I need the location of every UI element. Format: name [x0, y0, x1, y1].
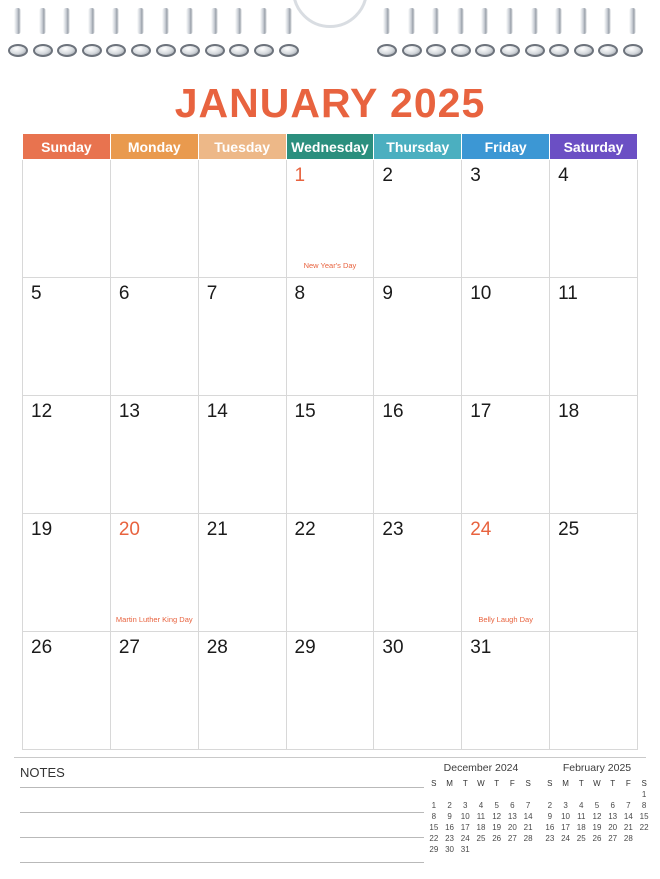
day-cell-23[interactable]	[374, 514, 462, 632]
mini-day-2: 2	[547, 801, 553, 810]
mini-day-20: 20	[507, 823, 517, 832]
mini-day-26: 26	[592, 834, 602, 843]
day-number: 17	[470, 401, 492, 422]
mini-day-24: 24	[561, 834, 570, 843]
mini-day-27: 27	[608, 834, 618, 843]
page-title: JANUARY 2025	[174, 80, 486, 126]
day-number: 14	[206, 401, 228, 422]
day-cell-empty	[550, 632, 638, 750]
mini-weekday-header: S	[431, 779, 437, 788]
day-cell-8[interactable]	[286, 278, 374, 396]
mini-week-row	[542, 833, 652, 844]
mini-month-previous-grid	[426, 778, 536, 855]
mini-weekday-header: W	[593, 779, 601, 788]
binding-coil	[235, 8, 242, 34]
day-cell-18[interactable]	[550, 396, 638, 514]
mini-day-6: 6	[510, 801, 515, 810]
binding-ring	[156, 44, 176, 57]
day-number: 13	[118, 401, 140, 422]
mini-day-11: 11	[476, 812, 486, 821]
mini-week-row	[426, 822, 536, 833]
mini-day-17: 17	[460, 823, 470, 832]
mini-day-empty	[520, 844, 536, 855]
mini-month-next	[542, 762, 652, 844]
note-line[interactable]	[20, 862, 424, 863]
mini-weekday-header: F	[625, 779, 631, 788]
mini-day-empty	[573, 789, 589, 800]
weekday-header-thursday: Thursday	[374, 134, 462, 160]
mini-day-1: 1	[641, 790, 647, 799]
week-row	[23, 160, 638, 278]
day-number: 28	[206, 637, 228, 658]
note-line[interactable]	[20, 837, 424, 838]
binding-ring	[475, 44, 495, 57]
week-row	[23, 514, 638, 632]
day-number: 9	[382, 283, 393, 304]
binding-coil	[285, 8, 292, 34]
day-cell-4[interactable]	[550, 160, 638, 278]
day-cell-31[interactable]	[462, 632, 550, 750]
binding-coil	[629, 8, 636, 34]
mini-day-2: 2	[447, 801, 452, 810]
binding-coil	[481, 8, 488, 34]
day-number: 3	[470, 165, 481, 186]
binding-coil	[211, 8, 218, 34]
day-number: 27	[118, 637, 140, 658]
binding-ring	[106, 44, 126, 57]
day-number: 2	[382, 165, 393, 186]
day-number: 7	[206, 283, 218, 304]
binding-ring	[623, 44, 643, 57]
weekday-header-monday: Monday	[110, 134, 198, 160]
binding-ring	[426, 44, 446, 57]
holiday-label: Martin Luther King Day	[115, 615, 193, 624]
day-cell-30[interactable]	[374, 632, 462, 750]
day-number: 11	[558, 283, 578, 304]
holiday-label: Belly Laugh Day	[478, 615, 533, 624]
mini-week-row	[426, 811, 536, 822]
binding-ring	[500, 44, 520, 57]
mini-day-18: 18	[476, 823, 486, 832]
day-cell-16[interactable]	[374, 396, 462, 514]
day-number: 16	[382, 401, 404, 422]
mini-day-22: 22	[639, 823, 649, 832]
mini-day-empty	[621, 789, 637, 800]
mini-day-empty	[636, 833, 652, 844]
mini-day-30: 30	[445, 845, 454, 854]
mini-weekday-header: S	[547, 779, 553, 788]
binding-coil	[63, 8, 70, 34]
mini-day-29: 29	[429, 845, 439, 854]
mini-day-19: 19	[592, 823, 602, 832]
day-number: 29	[294, 637, 316, 658]
mini-day-3: 3	[563, 801, 568, 810]
binding-coil	[383, 8, 390, 34]
binding-ring	[180, 44, 200, 57]
day-cell-17[interactable]	[462, 396, 550, 514]
mini-day-9: 9	[447, 812, 452, 821]
mini-day-15: 15	[639, 812, 649, 821]
mini-day-21: 21	[623, 823, 633, 832]
binding-coil	[604, 8, 611, 34]
mini-day-22: 22	[429, 834, 439, 843]
day-number: 8	[294, 283, 306, 304]
day-cell-19[interactable]	[23, 514, 111, 632]
mini-day-20: 20	[608, 823, 618, 832]
day-number: 25	[558, 519, 580, 540]
mini-day-7: 7	[626, 801, 631, 810]
binding-ring	[57, 44, 77, 57]
binding-coil	[531, 8, 538, 34]
mini-day-empty	[426, 789, 442, 800]
mini-day-5: 5	[594, 801, 600, 810]
day-cell-empty	[23, 160, 111, 278]
weekday-header-saturday: Saturday	[550, 134, 638, 160]
day-cell-9[interactable]	[374, 278, 462, 396]
mini-week-row	[542, 822, 652, 833]
mini-week-row	[426, 800, 536, 811]
mini-day-3: 3	[463, 801, 468, 810]
binding-ring	[598, 44, 618, 57]
day-cell-24[interactable]	[462, 514, 550, 632]
spiral-binding	[0, 0, 660, 72]
day-cell-28[interactable]	[198, 632, 286, 750]
mini-week-row	[426, 789, 536, 800]
holiday-label: New Year's Day	[303, 261, 357, 270]
binding-ring	[377, 44, 397, 57]
binding-coil	[137, 8, 144, 34]
day-number: 12	[31, 401, 53, 422]
mini-day-6: 6	[610, 801, 615, 810]
binding-coil	[186, 8, 193, 34]
day-cell-empty	[110, 160, 198, 278]
mini-weekday-header: T	[610, 779, 616, 788]
weekday-header-friday: Friday	[462, 134, 550, 160]
mini-day-14: 14	[523, 812, 533, 821]
mini-weekday-header: T	[462, 779, 468, 788]
weekday-header-wednesday: Wednesday	[286, 134, 374, 160]
mini-weekday-header: S	[525, 779, 531, 788]
day-number: 22	[294, 519, 316, 540]
mini-day-4: 4	[478, 801, 484, 810]
binding-ring	[131, 44, 151, 57]
notes-divider	[14, 757, 646, 758]
note-line[interactable]	[20, 812, 424, 813]
day-cell-2[interactable]	[374, 160, 462, 278]
day-number: 30	[382, 637, 404, 658]
day-number: 6	[118, 283, 130, 304]
binding-ring	[402, 44, 422, 57]
binding-ring	[82, 44, 102, 57]
mini-day-13: 13	[507, 812, 517, 821]
mini-month-previous-title: December 2024	[443, 762, 519, 774]
day-number: 18	[558, 401, 580, 422]
day-cell-3[interactable]	[462, 160, 550, 278]
binding-coil	[112, 8, 119, 34]
day-cell-20[interactable]	[110, 514, 198, 632]
day-number: 21	[206, 519, 228, 540]
mini-day-4: 4	[579, 801, 584, 810]
binding-ring	[279, 44, 299, 57]
day-number: 26	[31, 637, 53, 658]
mini-weekday-header: M	[562, 779, 569, 788]
mini-day-17: 17	[561, 823, 570, 832]
mini-day-11: 11	[577, 812, 586, 821]
mini-day-16: 16	[545, 823, 555, 832]
mini-week-row	[426, 844, 536, 855]
mini-day-25: 25	[576, 834, 586, 843]
binding-coil	[162, 8, 169, 34]
mini-day-10: 10	[561, 812, 570, 821]
binding-ring	[8, 44, 28, 57]
mini-day-empty	[605, 789, 621, 800]
day-cell-11[interactable]	[550, 278, 638, 396]
mini-day-13: 13	[608, 812, 618, 821]
mini-day-empty	[589, 789, 605, 800]
mini-month-previous	[426, 762, 536, 855]
day-number: 1	[294, 165, 306, 186]
binding-ring	[205, 44, 225, 57]
mini-day-empty	[442, 789, 458, 800]
week-row	[23, 278, 638, 396]
week-row	[23, 396, 638, 514]
mini-day-25: 25	[476, 834, 486, 843]
mini-day-empty	[505, 844, 521, 855]
day-number: 20	[118, 519, 140, 540]
mini-week-row	[426, 833, 536, 844]
mini-day-28: 28	[623, 834, 633, 843]
mini-week-row	[542, 789, 652, 800]
weekday-header-row	[23, 134, 638, 160]
binding-coil	[580, 8, 587, 34]
day-cell-12[interactable]	[23, 396, 111, 514]
mini-day-26: 26	[492, 834, 502, 843]
mini-day-empty	[520, 789, 536, 800]
note-line[interactable]	[20, 787, 424, 788]
mini-day-12: 12	[592, 812, 602, 821]
weekday-header-tuesday: Tuesday	[198, 134, 286, 160]
day-number: 4	[558, 165, 569, 186]
notes-section	[14, 757, 649, 869]
binding-ring	[451, 44, 471, 57]
mini-day-empty	[473, 789, 489, 800]
day-cell-15[interactable]	[286, 396, 374, 514]
mini-month-next-grid	[542, 778, 652, 844]
binding-ring	[549, 44, 569, 57]
day-cell-1[interactable]	[286, 160, 374, 278]
day-number: 15	[294, 401, 316, 422]
binding-coil	[39, 8, 46, 34]
binding-ring	[33, 44, 53, 57]
mini-day-24: 24	[460, 834, 470, 843]
day-cell-25[interactable]	[550, 514, 638, 632]
mini-day-28: 28	[523, 834, 533, 843]
binding-ring	[229, 44, 249, 57]
day-cell-21[interactable]	[198, 514, 286, 632]
day-number: 10	[470, 283, 492, 304]
mini-week-row	[542, 800, 652, 811]
weekday-header-sunday: Sunday	[23, 134, 111, 160]
mini-day-empty	[489, 844, 505, 855]
mini-day-10: 10	[460, 812, 470, 821]
day-cell-14[interactable]	[198, 396, 286, 514]
mini-day-21: 21	[523, 823, 533, 832]
mini-week-row	[542, 811, 652, 822]
binding-coil	[432, 8, 439, 34]
day-cell-27[interactable]	[110, 632, 198, 750]
binding-coil	[14, 8, 21, 34]
day-number: 23	[382, 519, 404, 540]
mini-day-15: 15	[429, 823, 439, 832]
day-cell-22[interactable]	[286, 514, 374, 632]
mini-weekday-header: W	[477, 779, 485, 788]
binding-coil	[457, 8, 464, 34]
mini-day-empty	[558, 789, 574, 800]
day-number: 24	[470, 519, 492, 540]
day-cell-6[interactable]	[110, 278, 198, 396]
binding-coil	[408, 8, 415, 34]
binding-coil	[88, 8, 95, 34]
day-cell-5[interactable]	[23, 278, 111, 396]
mini-day-empty	[473, 844, 489, 855]
binding-coil	[260, 8, 267, 34]
day-cell-29[interactable]	[286, 632, 374, 750]
day-cell-empty	[198, 160, 286, 278]
hanger-hook-icon	[292, 0, 368, 28]
mini-day-5: 5	[494, 801, 499, 810]
day-number: 5	[31, 283, 42, 304]
day-number: 31	[470, 637, 492, 658]
notes-label: NOTES	[20, 765, 65, 780]
mini-weekday-header: T	[578, 779, 584, 788]
day-number: 19	[31, 519, 53, 540]
day-cell-13[interactable]	[110, 396, 198, 514]
mini-day-empty	[542, 789, 558, 800]
mini-day-19: 19	[492, 823, 502, 832]
month-grid	[22, 133, 638, 750]
binding-ring	[574, 44, 594, 57]
mini-weekday-header: M	[446, 779, 453, 788]
day-cell-26[interactable]	[23, 632, 111, 750]
mini-day-8: 8	[431, 812, 437, 821]
binding-coil	[555, 8, 562, 34]
mini-weekday-header: S	[641, 779, 647, 788]
mini-day-31: 31	[460, 845, 470, 854]
day-cell-10[interactable]	[462, 278, 550, 396]
day-cell-7[interactable]	[198, 278, 286, 396]
mini-day-7: 7	[525, 801, 531, 810]
mini-day-12: 12	[492, 812, 502, 821]
binding-coil	[506, 8, 513, 34]
binding-ring	[525, 44, 545, 57]
mini-day-23: 23	[445, 834, 454, 843]
mini-day-empty	[457, 789, 473, 800]
mini-day-9: 9	[547, 812, 553, 821]
mini-day-27: 27	[507, 834, 517, 843]
mini-day-empty	[489, 789, 505, 800]
mini-month-next-title: February 2025	[562, 762, 632, 774]
binding-ring	[254, 44, 274, 57]
week-row	[23, 632, 638, 750]
mini-day-18: 18	[576, 823, 586, 832]
mini-weekday-header: F	[509, 779, 515, 788]
mini-day-empty	[505, 789, 521, 800]
mini-day-1: 1	[431, 801, 437, 810]
mini-day-23: 23	[545, 834, 555, 843]
mini-day-8: 8	[641, 801, 647, 810]
mini-day-16: 16	[445, 823, 454, 832]
mini-day-14: 14	[623, 812, 633, 821]
mini-weekday-header: T	[494, 779, 500, 788]
